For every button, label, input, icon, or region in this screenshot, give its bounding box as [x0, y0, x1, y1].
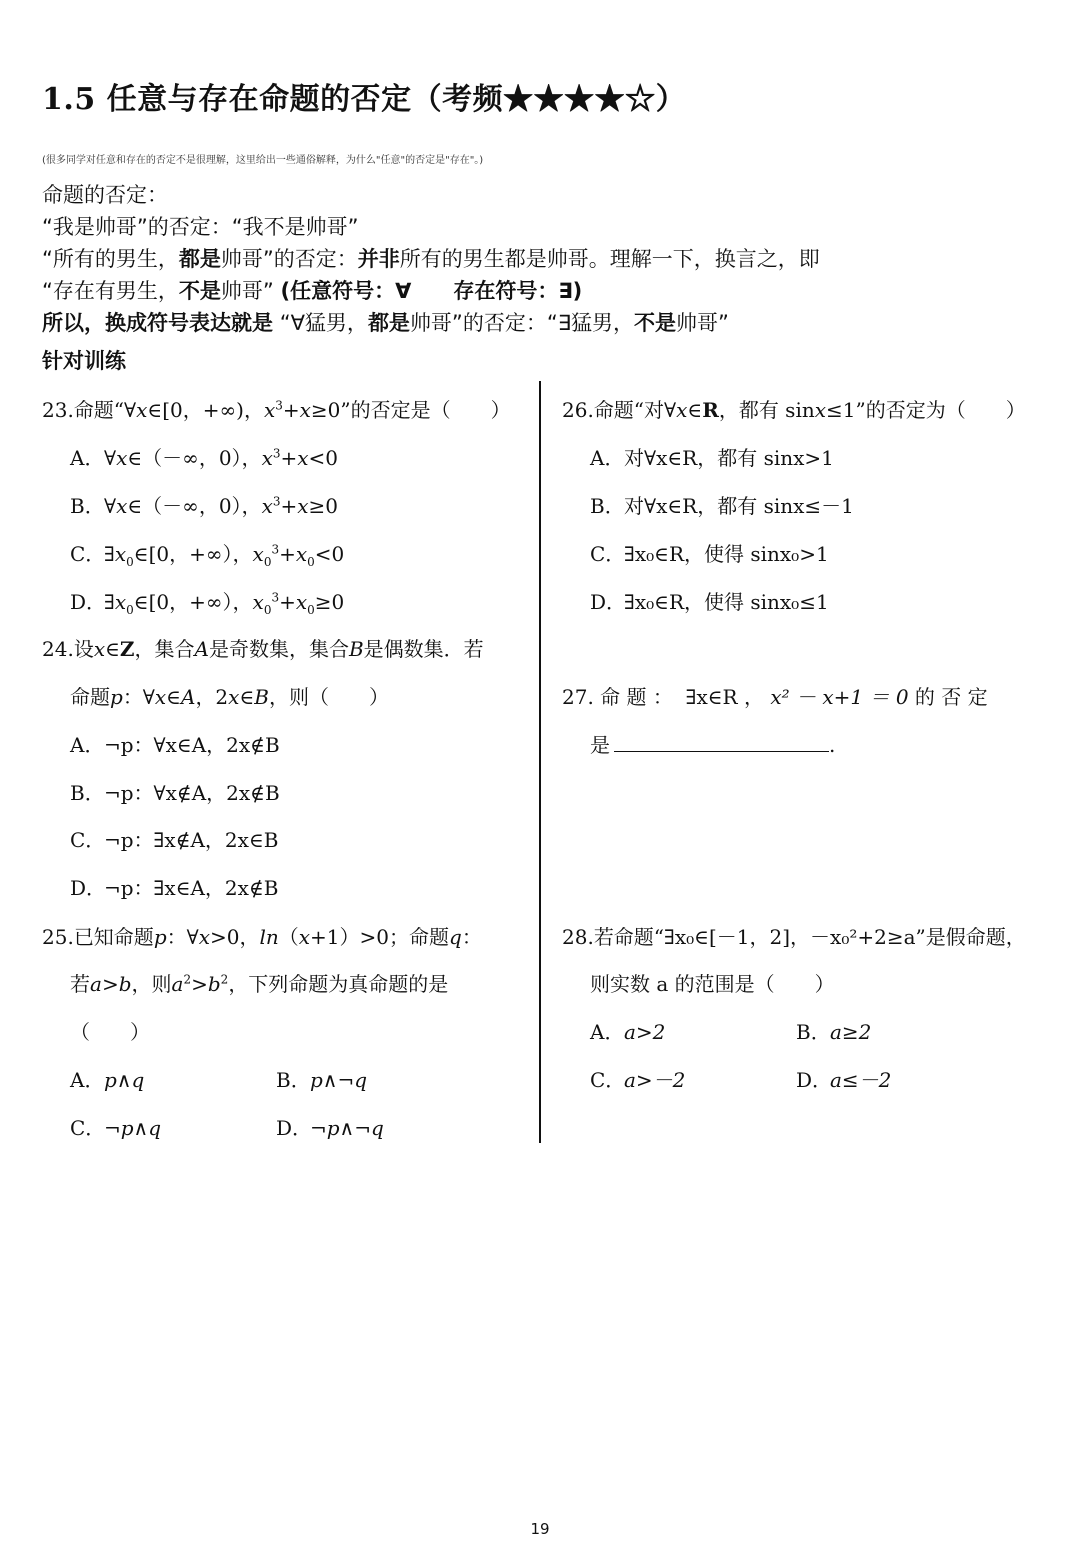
- page-title: 1.5 任意与存在命题的否定（考频★★★★☆）: [42, 82, 687, 117]
- question-27-stem-line-2: 是 .: [590, 733, 836, 757]
- question-23-option-b: B．∀x∈（－∞，0），$x^3+x\ge 0$: [70, 494, 339, 518]
- question-25-option-d: D．¬p∧¬q: [276, 1116, 384, 1140]
- question-25-stem-line-3: （ ）: [70, 1020, 150, 1044]
- question-24-option-c: C．¬p：∃x∉A，2x∈B: [70, 828, 279, 852]
- question-28-stem: 28.若命题“∃x₀∈[－1，2]，－x₀²+2≥a”是假命题，: [562, 925, 1026, 949]
- question-26-option-d: D．∃x₀∈R，使得 sinx₀≤1: [590, 590, 829, 614]
- intro-line-5: [42, 307, 729, 337]
- question-23-option-d: D．$\exists x_0\in[0$，+∞），$x_0^3+x_0\ge 0$: [70, 590, 345, 617]
- intro-text: “所有的男生，: [42, 247, 179, 271]
- intro-text: “我是帅哥”的否定：“我不是帅哥”: [42, 215, 359, 239]
- intro-line-2: [42, 211, 359, 241]
- intro-text: “存在有男生，: [42, 279, 179, 303]
- intro-text: 帅哥”: [220, 279, 274, 303]
- intro-note: (很多同学对任意和存在的否定不是很理解，这里给出一些通俗解释，为什么"任意"的否定是"存在"。): [42, 155, 484, 166]
- intro-emphasis: 并非: [357, 247, 400, 271]
- question-25-stem: 25.已知命题p：∀x>0，ln（x+1）>0；命题q：: [42, 925, 482, 949]
- question-28-stem-line-2: 则实数 a 的范围是（ ）: [590, 972, 835, 996]
- question-25-option-c: C．¬p∧q: [70, 1116, 162, 1140]
- intro-line-4: [42, 275, 582, 305]
- question-26-option-a: A．对∀x∈R，都有 sinx>1: [590, 446, 834, 470]
- question-28-option-a: A．a>2: [590, 1020, 666, 1044]
- question-26-stem: 26.命题“对∀x∈R，都有 sinx≤1”的否定为（ ）: [562, 398, 1026, 422]
- intro-text: 帅哥”的否定：: [220, 247, 358, 271]
- question-28-option-b: B．a≥2: [796, 1020, 872, 1044]
- column-divider: [539, 381, 541, 1143]
- intro-emphasis: 不是: [633, 311, 676, 335]
- question-25-option-a: A．p∧q: [70, 1068, 145, 1092]
- intro-text: “∀猛男，: [279, 311, 368, 335]
- question-24-stem: 24.设x∈Z，集合A是奇数集，集合B是偶数集．若: [42, 637, 484, 661]
- section-title: 针对训练: [42, 349, 126, 373]
- intro-emphasis: 所以，换成符号表达就是: [42, 311, 273, 335]
- intro-emphasis: 都是: [367, 311, 410, 335]
- question-24-option-a: A．¬p：∀x∈A，2x∉B: [70, 733, 280, 757]
- question-26-option-b: B．对∀x∈R，都有 sinx≤－1: [590, 494, 854, 518]
- symbol-legend: (任意符号：∀ 存在符号：∃): [280, 279, 583, 303]
- intro-text: 帅哥”: [675, 311, 729, 335]
- intro-line-1: [42, 179, 168, 209]
- question-28-option-d: D．a≤－2: [796, 1068, 892, 1092]
- intro-text: 命题的否定：: [42, 183, 168, 207]
- question-24-option-b: B．¬p：∀x∉A，2x∉B: [70, 781, 280, 805]
- question-25-stem-line-2: 若a>b，则$a^2>b^2$，下列命题为真命题的是: [70, 972, 449, 996]
- question-24-stem-line-2: 命题p：∀x∈A，2x∈B，则（ ）: [70, 685, 389, 709]
- intro-line-3: [42, 243, 820, 273]
- question-28-option-c: C．a>－2: [590, 1068, 686, 1092]
- question-27-stem: 27. 命 题 ： ∃x∈R ， x² － x+1 ＝ 0 的 否 定: [562, 685, 988, 709]
- intro-emphasis: 不是: [178, 279, 221, 303]
- intro-text: 所有的男生都是帅哥。理解一下，换言之，即: [399, 247, 820, 271]
- answer-blank[interactable]: [614, 733, 829, 752]
- question-23-option-a: A．∀x∈（－∞，0），$x^3+x<0$: [70, 446, 339, 470]
- question-26-option-c: C．∃x₀∈R，使得 sinx₀>1: [590, 542, 829, 566]
- page-number: 19: [530, 1520, 550, 1538]
- question-24-option-d: D．¬p：∃x∈A，2x∉B: [70, 876, 279, 900]
- question-23-stem: 23.命题“∀x∈[0，+∞)，$x^3+x\ge 0$”的否定是（ ）: [42, 398, 511, 422]
- question-23-option-c: C．$\exists x_0\in[0$，+∞），$x_0^3+x_0<0$: [70, 542, 345, 569]
- intro-text: 帅哥”的否定：“∃猛男，: [409, 311, 634, 335]
- question-25-option-b: B．p∧¬q: [276, 1068, 368, 1092]
- intro-emphasis: 都是: [178, 247, 221, 271]
